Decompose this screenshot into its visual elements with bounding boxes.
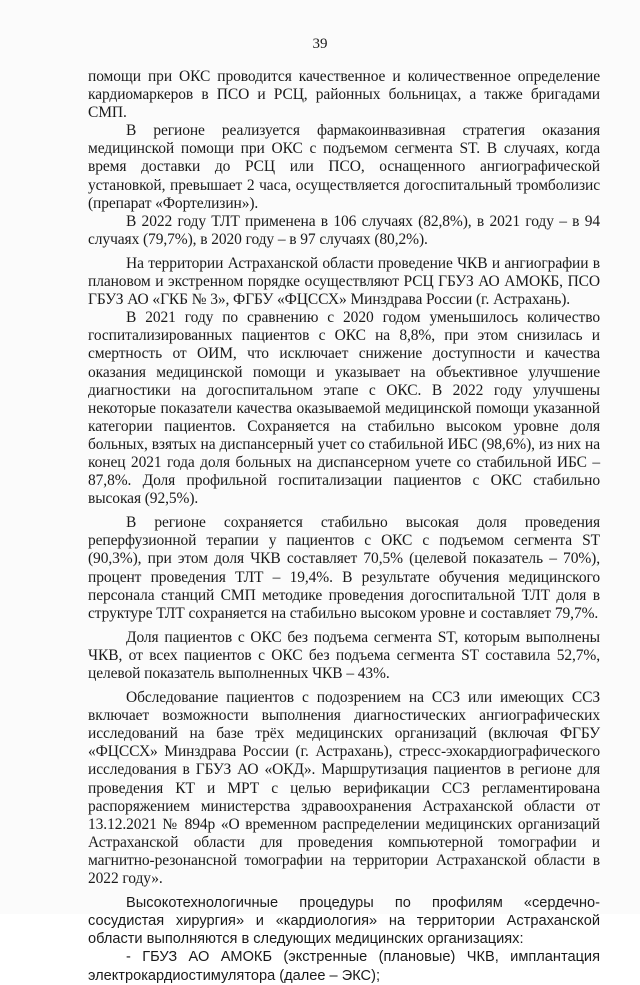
paragraph-10: - ГБУЗ АО АМОКБ (экстренные (плановые) ЧКВ, имплантация электрокардиостимулятора (далее – ЭКС); <box>88 949 600 984</box>
paragraph-8: Обследование пациентов с подозрением на ССЗ или имеющих ССЗ включает возможности выполнения диагностических ангиографических исследований на базе трёх медицинских организаций (включая ФГБУ «ФЦССХ» Минздрава России (г. Астрахань), стресс-эхокардиографического исследования в ГБУЗ АО «ОКД». Маршрутизация пациентов в регионе для проведения КТ и МРТ с целью верификации ССЗ регламентирована распоряжением министерства здравоохранения Астраханской области от 13.12.2021 № 894р «О временном распределении медицинских организаций Астраханской области для проведения компьютерной томографии и магнитно-резонансной томографии на территории Астраханской области в 2022 году». <box>88 689 600 888</box>
paragraph-6: В регионе сохраняется стабильно высокая доля проведения реперфузионной терапии у пациентов с ОКС с подъемом сегмента ST (90,3%), при этом доля ЧКВ составляет 70,5% (целевой показатель – 70%), процент проведения ТЛТ – 19,4%. В результате обучения медицинского персонала станций СМП методике проведения догоспитальной ТЛТ доля в структуре ТЛТ сохраняется на стабильно высоком уровне и составляет 79,7%. <box>88 514 600 622</box>
paragraph-5: В 2021 году по сравнению с 2020 годом уменьшилось количество госпитализированных пациентов с ОКС на 8,8%, при этом снизилась и смертность от ОИМ, что исключает снижение доступности и качества оказания медицинской помощи и указывает на объективное улучшение диагностики на догоспитальном этапе с ОКС. В 2022 году улучшены некоторые показатели качества оказываемой медицинской помощи указанной категории пациентов. Сохраняется на стабильно высоком уровне доля больных, взятых на диспансерный учет со стабильной ИБС (98,6%), из них на конец 2021 года доля больных на диспансерном учете со стабильной ИБС – 87,8%. Доля профильной госпитализации пациентов с ОКС стабильно высокая (92,5%). <box>88 309 600 508</box>
paragraph-7: Доля пациентов с ОКС без подъема сегмента ST, которым выполнены ЧКВ, от всех пациентов с ОКС без подъема сегмента ST составила 52,7%, целевой показатель выполненных ЧКВ – 43%. <box>88 628 600 682</box>
paragraph-3: В 2022 году ТЛТ применена в 106 случаях (82,8%), в 2021 году – в 94 случаях (79,7%), в 2020 году – в 97 случаях (80,2%). <box>88 212 600 248</box>
paragraph-1: помощи при ОКС проводится качественное и количественное определение кардиомаркеров в ПСО и РСЦ, районных больницах, а также бригадами СМП. <box>88 68 600 122</box>
document-body <box>88 68 600 985</box>
paragraph-2: В регионе реализуется фармакоинвазивная стратегия оказания медицинской помощи при ОКС с подъемом сегмента ST. В случаях, когда время доставки до РСЦ или ПСО, оснащенного ангиографической установкой, превышает 2 часа, осуществляется догоспитальный тромболизис (препарат «Фортелизин»). <box>88 122 600 212</box>
paragraph-4: На территории Астраханской области проведение ЧКВ и ангиографии в плановом и экстренном порядке осуществляют РСЦ ГБУЗ АО АМОКБ, ПСО ГБУЗ АО «ГКБ № 3», ФГБУ «ФЦССХ» Минздрава России (г. Астрахань). <box>88 254 600 309</box>
page-number: 39 <box>312 36 328 52</box>
paragraph-9: Высокотехнологичные процедуры по профилям «сердечно-сосудистая хирургия» и «кардиология» на территории Астраханской области выполняются в следующих медицинских организациях: <box>88 895 600 948</box>
